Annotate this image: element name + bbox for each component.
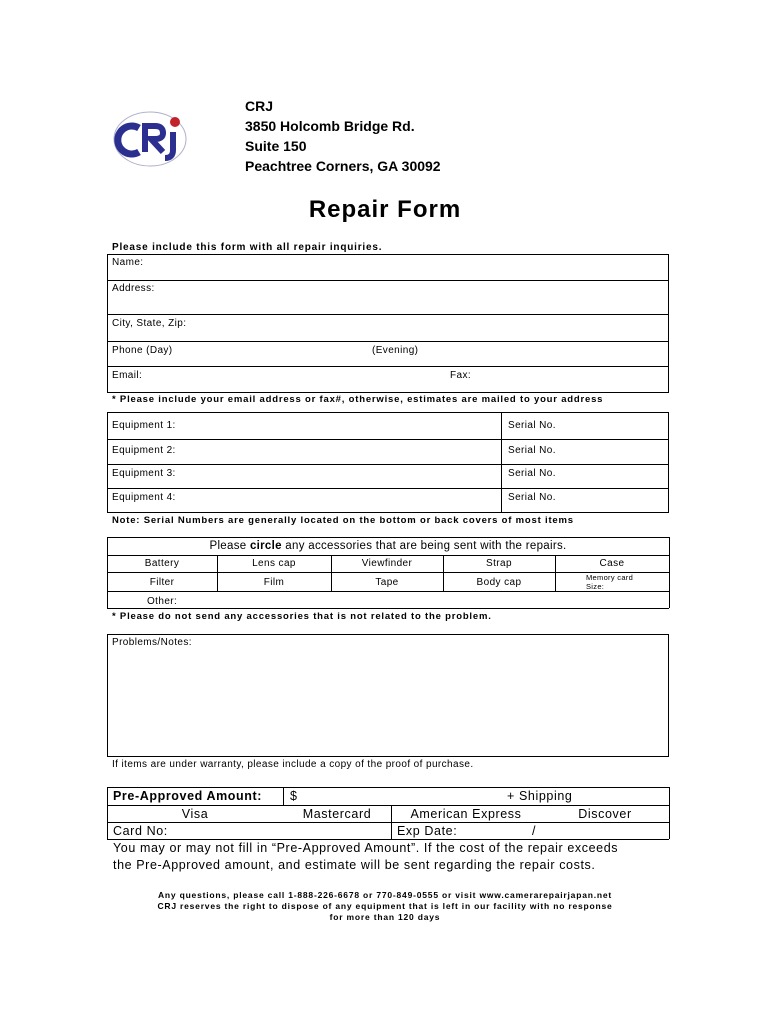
- accessory-tape[interactable]: Tape: [375, 577, 399, 588]
- memory-card-label: Memory card: [586, 573, 634, 582]
- problems-notes-box[interactable]: [107, 634, 669, 757]
- accessory-memory-card[interactable]: [586, 573, 633, 591]
- equipment-section: [107, 412, 669, 513]
- city-state-zip-field[interactable]: City, State, Zip:: [112, 318, 187, 329]
- pre-approved-note-line: the Pre-Approved amount, and estimate will be sent regarding the repair costs.: [113, 858, 596, 872]
- exp-date-separator: /: [532, 824, 537, 838]
- accessory-strap[interactable]: Strap: [486, 558, 512, 569]
- card-amex-option[interactable]: American Express: [410, 807, 522, 821]
- address-line: Peachtree Corners, GA 30092: [245, 158, 441, 174]
- accessories-heading-bold: circle: [249, 540, 282, 552]
- pre-approved-label: Pre-Approved Amount:: [113, 789, 263, 803]
- accessories-heading-pre: Please: [209, 540, 250, 552]
- card-visa-option[interactable]: Visa: [181, 807, 209, 821]
- serial-3-field[interactable]: Serial No.: [508, 468, 556, 479]
- serial-2-field[interactable]: Serial No.: [508, 445, 556, 456]
- company-address: [245, 96, 441, 176]
- accessories-heading-post: any accessories that are being sent with the repairs.: [281, 540, 567, 552]
- footer: [0, 890, 770, 923]
- exp-date-field[interactable]: Exp Date:: [397, 824, 458, 838]
- card-mastercard-option[interactable]: Mastercard: [302, 807, 372, 821]
- accessory-case[interactable]: Case: [599, 558, 625, 569]
- accessory-viewfinder[interactable]: Viewfinder: [361, 558, 413, 569]
- pre-approved-amount-field[interactable]: $: [290, 789, 298, 803]
- pre-approved-note: [113, 840, 618, 874]
- phone-day-field[interactable]: Phone (Day): [112, 345, 173, 356]
- accessory-film[interactable]: Film: [263, 577, 285, 588]
- contact-section: [107, 254, 669, 393]
- serial-note: Note: Serial Numbers are generally located on the bottom or back covers of most items: [112, 515, 574, 526]
- equipment-1-field[interactable]: Equipment 1:: [112, 420, 176, 431]
- address-line: 3850 Holcomb Bridge Rd.: [245, 118, 415, 134]
- equipment-3-field[interactable]: Equipment 3:: [112, 468, 176, 479]
- footer-line: for more than 120 days: [329, 912, 441, 922]
- pre-approved-note-line: You may or may not fill in “Pre-Approved Amount”. If the cost of the repair exceeds: [113, 841, 619, 855]
- accessory-filter[interactable]: Filter: [149, 577, 175, 588]
- name-field[interactable]: Name:: [112, 257, 144, 268]
- accessory-other-field[interactable]: Other:: [147, 596, 178, 607]
- accessory-note: * Please do not send any accessories that is not related to the problem.: [112, 611, 492, 622]
- address-line: Suite 150: [245, 138, 307, 154]
- page-title: Repair Form: [308, 196, 462, 223]
- serial-1-field[interactable]: Serial No.: [508, 420, 556, 431]
- footer-line: CRJ reserves the right to dispose of any equipment that is left in our facility with no response: [157, 901, 613, 911]
- card-number-field[interactable]: Card No:: [113, 824, 168, 838]
- phone-evening-field[interactable]: (Evening): [372, 345, 419, 356]
- warranty-note: If items are under warranty, please include a copy of the proof of purchase.: [112, 759, 474, 770]
- footer-line: Any questions, please call 1-888-226-6678 or 770-849-0555 or visit www.camerarepairjapan.net: [157, 890, 613, 900]
- problems-notes-label: Problems/Notes:: [112, 637, 192, 648]
- intro-note: Please include this form with all repair inquiries.: [112, 242, 383, 253]
- shipping-label: + Shipping: [507, 789, 573, 803]
- address-line: CRJ: [245, 98, 274, 114]
- address-field[interactable]: Address:: [112, 283, 155, 294]
- equipment-2-field[interactable]: Equipment 2:: [112, 445, 176, 456]
- crj-logo: [111, 108, 189, 170]
- card-discover-option[interactable]: Discover: [578, 807, 632, 821]
- accessory-battery[interactable]: Battery: [144, 558, 180, 569]
- accessory-body-cap[interactable]: Body cap: [476, 577, 522, 588]
- serial-4-field[interactable]: Serial No.: [508, 492, 556, 503]
- accessory-lens-cap[interactable]: Lens cap: [252, 558, 296, 569]
- equipment-4-field[interactable]: Equipment 4:: [112, 492, 176, 503]
- email-field[interactable]: Email:: [112, 370, 143, 381]
- accessories-heading: [107, 540, 669, 552]
- memory-card-size-label: Size:: [586, 582, 605, 591]
- fax-field[interactable]: Fax:: [450, 370, 472, 381]
- email-note: * Please include your email address or fax#, otherwise, estimates are mailed to your address: [112, 394, 604, 405]
